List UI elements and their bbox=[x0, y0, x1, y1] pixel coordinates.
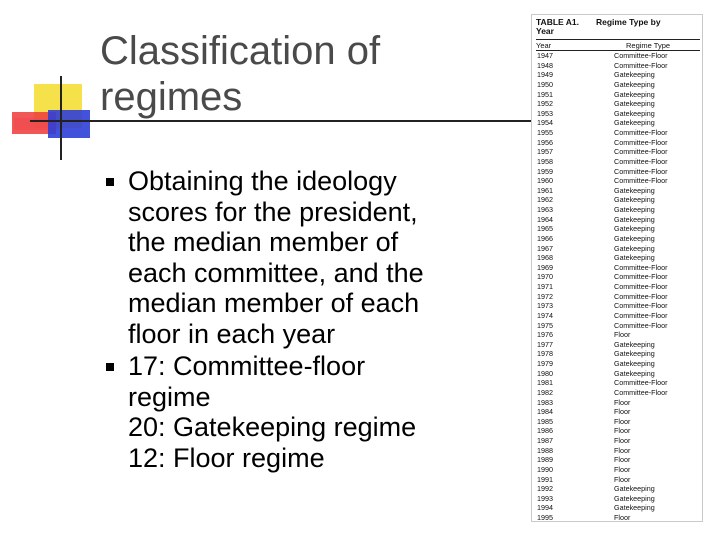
table-row bbox=[536, 205, 700, 215]
table-cell-year: 1984 bbox=[537, 407, 553, 417]
table-cell-regime-type: Committee-Floor bbox=[614, 156, 668, 166]
bullet-item bbox=[106, 166, 516, 349]
square-bullet-icon bbox=[106, 178, 114, 186]
table-cell-year: 1993 bbox=[537, 493, 553, 503]
table-cell-regime-type: Gatekeeping bbox=[614, 493, 655, 503]
table-cell-regime-type: Floor bbox=[614, 407, 631, 417]
table-cell-regime-type: Gatekeeping bbox=[614, 79, 655, 89]
table-row bbox=[536, 215, 700, 225]
bullet-text-line: 17: Committee-floor bbox=[128, 351, 366, 381]
table-cell-year: 1952 bbox=[537, 99, 553, 109]
table-cell-year: 1967 bbox=[537, 243, 553, 253]
table-row bbox=[536, 446, 700, 456]
table-cell-year: 1964 bbox=[537, 214, 553, 224]
bullet-text-line: each committee, and the bbox=[128, 257, 424, 288]
table-cell-year: 1992 bbox=[537, 484, 553, 494]
table-body bbox=[536, 51, 700, 522]
table-row bbox=[536, 272, 700, 282]
bullet-text-line: floor in each year bbox=[128, 318, 336, 349]
table-row bbox=[536, 99, 700, 109]
table-cell-regime-type: Committee-Floor bbox=[614, 320, 668, 330]
table-cell-regime-type: Gatekeeping bbox=[614, 70, 655, 80]
table-cell-regime-type: Committee-Floor bbox=[614, 378, 668, 388]
bullet-text-line: regime bbox=[128, 381, 211, 412]
table-caption bbox=[536, 17, 702, 36]
table-row bbox=[536, 118, 700, 128]
table-cell-regime-type: Committee-Floor bbox=[614, 301, 668, 311]
table-cell-regime-type: Committee-Floor bbox=[614, 262, 668, 272]
table-cell-regime-type: Committee-Floor bbox=[614, 60, 668, 70]
table-row bbox=[536, 138, 700, 148]
table-row bbox=[536, 244, 700, 254]
table-cell-year: 1980 bbox=[537, 368, 553, 378]
table-row bbox=[536, 61, 700, 71]
table-row bbox=[536, 186, 700, 196]
table-cell-regime-type: Floor bbox=[614, 445, 631, 455]
bullet-text-line: Obtaining the ideology bbox=[128, 166, 397, 196]
table-cell-year: 1951 bbox=[537, 89, 553, 99]
table-row bbox=[536, 436, 700, 446]
table-cell-regime-type: Gatekeeping bbox=[614, 224, 655, 234]
table-cell-year: 1990 bbox=[537, 464, 553, 474]
table-cell-regime-type: Gatekeeping bbox=[614, 185, 655, 195]
table-cell-year: 1979 bbox=[537, 359, 553, 368]
table-cell-regime-type: Gatekeeping bbox=[614, 214, 655, 224]
table-cell-year: 1973 bbox=[537, 301, 553, 311]
table-cell-regime-type: Gatekeeping bbox=[614, 195, 655, 205]
table-caption-label: TABLE A1. bbox=[536, 17, 579, 27]
table-row bbox=[536, 147, 700, 157]
table-row bbox=[536, 176, 700, 186]
table-cell-regime-type: Committee-Floor bbox=[614, 272, 668, 282]
table-row bbox=[536, 484, 700, 494]
bullet-text-line: scores for the president, bbox=[128, 196, 418, 227]
table-cell-year: 1971 bbox=[537, 282, 553, 291]
table-row bbox=[536, 475, 700, 485]
table-row bbox=[536, 301, 700, 311]
table-row bbox=[536, 417, 700, 427]
bullet-text-line: the median member of bbox=[128, 227, 399, 257]
bullet-list bbox=[106, 166, 516, 473]
table-cell-year: 1974 bbox=[537, 310, 553, 320]
table-cell-regime-type: Committee-Floor bbox=[614, 51, 668, 60]
table-cell-regime-type: Committee-Floor bbox=[614, 291, 668, 301]
table-row bbox=[536, 80, 700, 90]
table-row bbox=[536, 503, 700, 513]
table-rule-top bbox=[536, 39, 700, 40]
table-cell-year: 1955 bbox=[537, 128, 553, 137]
table-cell-regime-type: Gatekeeping bbox=[614, 368, 655, 378]
table-cell-regime-type: Gatekeeping bbox=[614, 99, 655, 109]
bullet-text-line: 20: Gatekeeping regime bbox=[128, 412, 417, 442]
table-row bbox=[536, 455, 700, 465]
table-cell-regime-type: Gatekeeping bbox=[614, 243, 655, 253]
table-row bbox=[536, 195, 700, 205]
table-cell-year: 1977 bbox=[537, 339, 553, 349]
table-row bbox=[536, 292, 700, 302]
table-row bbox=[536, 321, 700, 331]
table-cell-year: 1976 bbox=[537, 330, 553, 340]
table-cell-year: 1983 bbox=[537, 397, 553, 407]
table-row bbox=[536, 70, 700, 80]
slide-title-line: Classification of bbox=[100, 29, 381, 73]
table-row bbox=[536, 128, 700, 138]
table-row bbox=[536, 282, 700, 292]
table-caption-title-cont: Year bbox=[536, 26, 554, 36]
slide-title bbox=[100, 28, 520, 120]
table-cell-year: 1982 bbox=[537, 387, 553, 397]
regime-table-image bbox=[531, 14, 703, 522]
title-ornament-vertical-line bbox=[60, 76, 62, 160]
table-header-regime-type: Regime Type bbox=[626, 41, 671, 50]
table-row bbox=[536, 263, 700, 273]
table-cell-regime-type: Committee-Floor bbox=[614, 310, 668, 320]
table-cell-year: 1958 bbox=[537, 156, 553, 166]
table-cell-year: 1959 bbox=[537, 166, 553, 176]
table-cell-regime-type: Committee-Floor bbox=[614, 176, 668, 186]
table-cell-regime-type: Floor bbox=[614, 330, 631, 340]
table-cell-year: 1968 bbox=[537, 253, 553, 263]
table-cell-year: 1995 bbox=[537, 513, 553, 522]
table-cell-regime-type: Floor bbox=[614, 426, 631, 436]
table-row bbox=[536, 388, 700, 398]
table-caption-title: Regime Type by bbox=[596, 17, 661, 27]
table-cell-regime-type: Committee-Floor bbox=[614, 282, 668, 291]
table-row bbox=[536, 465, 700, 475]
slide-title-line: regimes bbox=[100, 75, 243, 119]
table-cell-regime-type: Floor bbox=[614, 436, 631, 445]
table-cell-year: 1987 bbox=[537, 436, 553, 445]
table-cell-regime-type: Committee-Floor bbox=[614, 147, 668, 157]
table-cell-year: 1954 bbox=[537, 118, 553, 128]
bullet-text-line: median member of each bbox=[128, 288, 420, 318]
table-cell-regime-type: Floor bbox=[614, 416, 631, 426]
table-cell-year: 1988 bbox=[537, 445, 553, 455]
table-cell-regime-type: Gatekeeping bbox=[614, 253, 655, 263]
table-cell-year: 1989 bbox=[537, 455, 553, 465]
table-cell-year: 1965 bbox=[537, 224, 553, 234]
table-row bbox=[536, 253, 700, 263]
table-cell-regime-type: Gatekeeping bbox=[614, 89, 655, 99]
table-cell-regime-type: Floor bbox=[614, 397, 631, 407]
table-cell-year: 1963 bbox=[537, 205, 553, 214]
table-cell-year: 1985 bbox=[537, 416, 553, 426]
table-cell-year: 1991 bbox=[537, 474, 553, 484]
table-cell-year: 1962 bbox=[537, 195, 553, 205]
table-cell-year: 1994 bbox=[537, 503, 553, 513]
table-cell-year: 1956 bbox=[537, 137, 553, 147]
table-row bbox=[536, 426, 700, 436]
table-cell-year: 1972 bbox=[537, 291, 553, 301]
table-row bbox=[536, 340, 700, 350]
table-row bbox=[536, 369, 700, 379]
table-cell-year: 1957 bbox=[537, 147, 553, 157]
table-cell-regime-type: Gatekeeping bbox=[614, 108, 655, 118]
table-cell-regime-type: Gatekeeping bbox=[614, 205, 655, 214]
table-row bbox=[536, 167, 700, 177]
bullet-item bbox=[106, 351, 516, 473]
table-cell-regime-type: Floor bbox=[614, 455, 631, 465]
table-cell-year: 1950 bbox=[537, 79, 553, 89]
table-cell-year: 1953 bbox=[537, 108, 553, 118]
table-cell-regime-type: Gatekeeping bbox=[614, 359, 655, 368]
table-header-year: Year bbox=[536, 41, 552, 50]
table-cell-regime-type: Committee-Floor bbox=[614, 128, 668, 137]
table-cell-year: 1981 bbox=[537, 378, 553, 388]
table-row bbox=[536, 378, 700, 388]
table-row bbox=[536, 157, 700, 167]
table-row bbox=[536, 349, 700, 359]
table-row bbox=[536, 234, 700, 244]
table-row bbox=[536, 398, 700, 408]
table-cell-regime-type: Gatekeeping bbox=[614, 503, 655, 513]
table-row bbox=[536, 513, 700, 522]
table-cell-regime-type: Floor bbox=[614, 474, 631, 484]
table-cell-regime-type: Committee-Floor bbox=[614, 387, 668, 397]
table-cell-year: 1975 bbox=[537, 320, 553, 330]
table-row bbox=[536, 224, 700, 234]
table-cell-regime-type: Gatekeeping bbox=[614, 484, 655, 494]
table-row bbox=[536, 330, 700, 340]
table-cell-regime-type: Gatekeeping bbox=[614, 233, 655, 243]
table-cell-year: 1948 bbox=[537, 60, 553, 70]
table-cell-year: 1960 bbox=[537, 176, 553, 186]
table-row bbox=[536, 359, 700, 369]
bullet-text-line: 12: Floor regime bbox=[128, 442, 325, 473]
table-cell-regime-type: Floor bbox=[614, 464, 631, 474]
table-cell-year: 1978 bbox=[537, 349, 553, 359]
table-cell-year: 1966 bbox=[537, 233, 553, 243]
table-cell-year: 1947 bbox=[537, 51, 553, 60]
table-row bbox=[536, 51, 700, 61]
table-cell-regime-type: Committee-Floor bbox=[614, 166, 668, 176]
table-cell-year: 1970 bbox=[537, 272, 553, 282]
square-bullet-icon bbox=[106, 363, 114, 371]
table-row bbox=[536, 311, 700, 321]
table-row bbox=[536, 90, 700, 100]
table-cell-regime-type: Gatekeeping bbox=[614, 349, 655, 359]
table-cell-regime-type: Committee-Floor bbox=[614, 137, 668, 147]
table-row bbox=[536, 407, 700, 417]
title-ornament-blue-square bbox=[48, 110, 90, 138]
table-cell-year: 1969 bbox=[537, 262, 553, 272]
title-underline bbox=[30, 120, 550, 122]
table-row bbox=[536, 494, 700, 504]
table-cell-regime-type: Floor bbox=[614, 513, 631, 522]
table-cell-year: 1986 bbox=[537, 426, 553, 436]
table-cell-year: 1961 bbox=[537, 185, 553, 195]
table-row bbox=[536, 109, 700, 119]
table-cell-year: 1949 bbox=[537, 70, 553, 80]
table-cell-regime-type: Gatekeeping bbox=[614, 118, 655, 128]
table-cell-regime-type: Gatekeeping bbox=[614, 339, 655, 349]
